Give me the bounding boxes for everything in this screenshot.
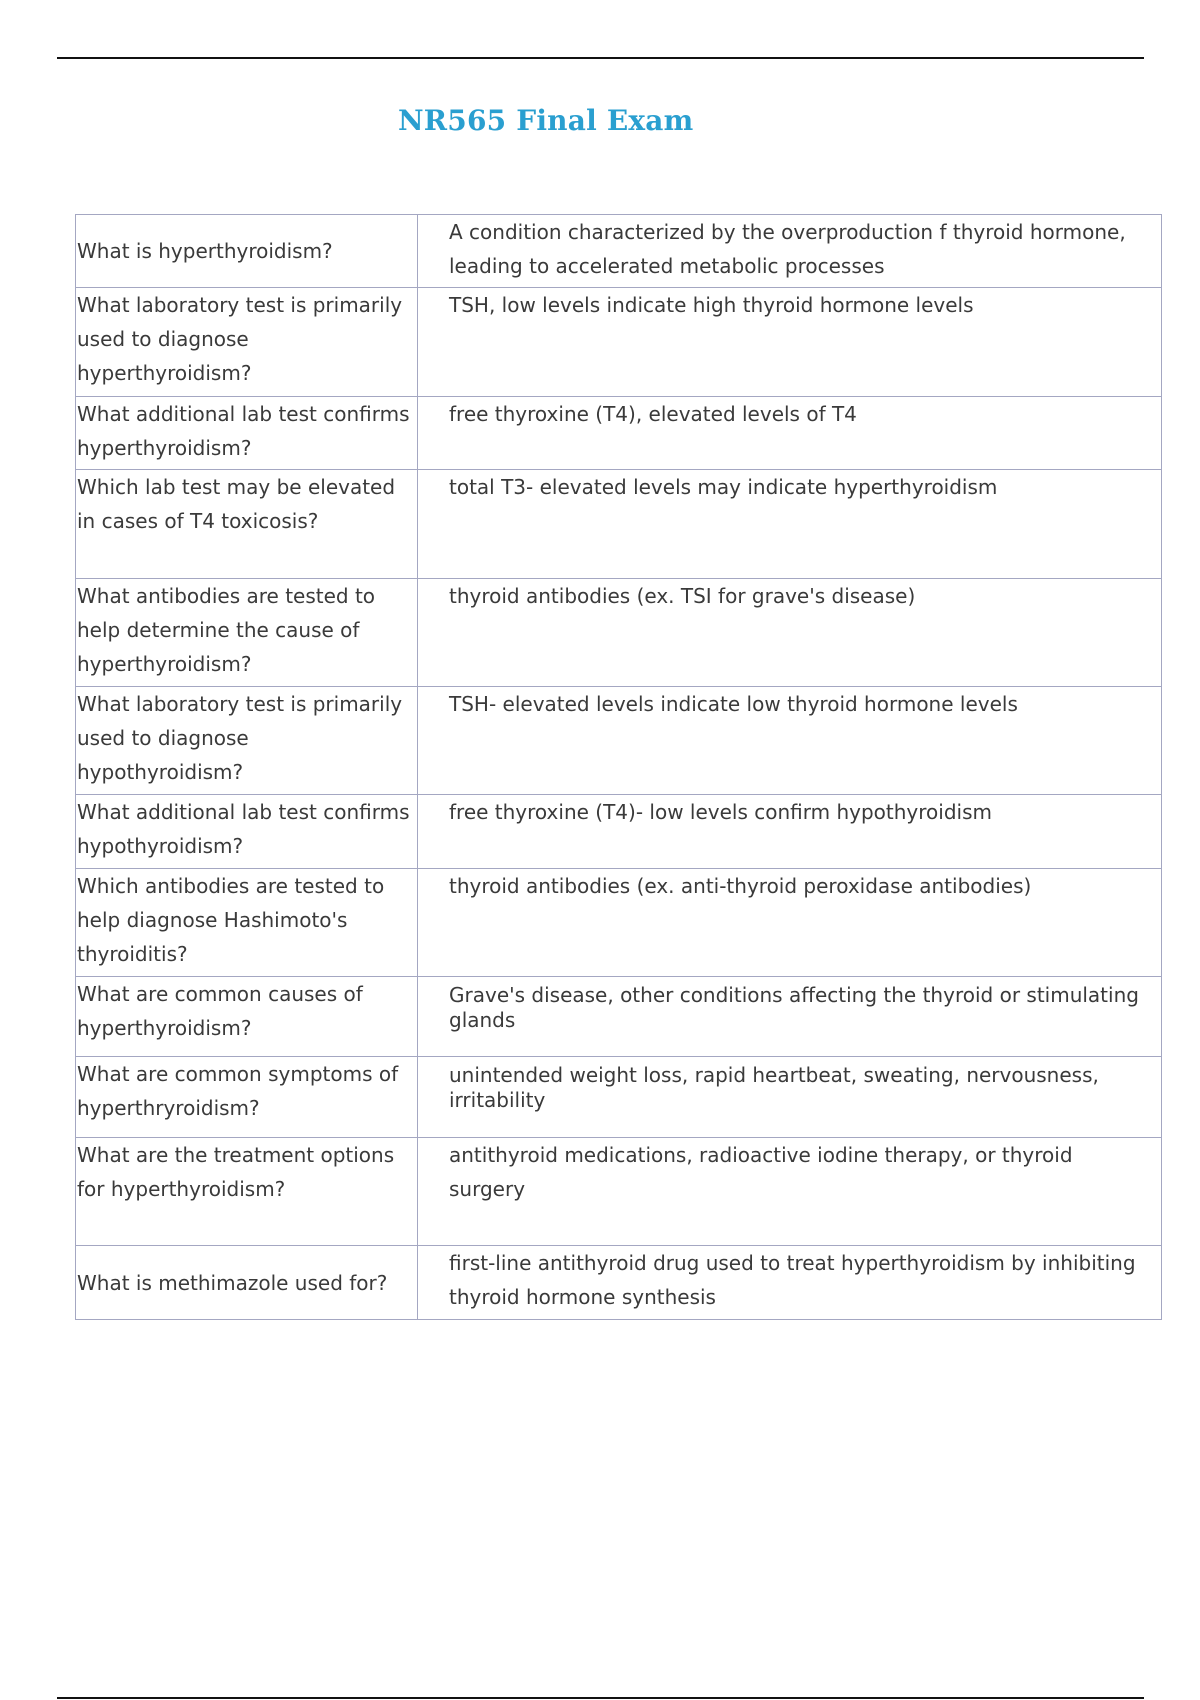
table-row — [76, 687, 1162, 795]
question-cell: What laboratory test is primarily used to diagnose hyperthyroidism? — [76, 288, 418, 397]
question-cell: What is methimazole used for? — [76, 1246, 418, 1320]
table-row — [76, 397, 1162, 470]
answer-cell: A condition characterized by the overproduction f thyroid hormone, leading to accelerated metabolic processes — [418, 215, 1162, 288]
table-row — [76, 470, 1162, 579]
table-row — [76, 869, 1162, 977]
table-row — [76, 288, 1162, 397]
question-cell: Which antibodies are tested to help diagnose Hashimoto's thyroiditis? — [76, 869, 418, 977]
answer-cell: total T3- elevated levels may indicate hyperthyroidism — [418, 470, 1162, 579]
page-title: NR565 Final Exam — [398, 104, 694, 137]
table-row — [76, 1246, 1162, 1320]
answer-cell: Grave's disease, other conditions affecting the thyroid or stimulating glands — [418, 977, 1162, 1057]
question-cell: What antibodies are tested to help determine the cause of hyperthyroidism? — [76, 579, 418, 687]
question-cell: What is hyperthyroidism? — [76, 215, 418, 288]
question-cell: What additional lab test confirms hypothyroidism? — [76, 795, 418, 869]
header-rule — [57, 57, 1144, 59]
answer-cell: antithyroid medications, radioactive iodine therapy, or thyroid surgery — [418, 1138, 1162, 1246]
question-cell: What are common causes of hyperthyroidism? — [76, 977, 418, 1057]
table-row — [76, 1138, 1162, 1246]
question-cell: Which lab test may be elevated in cases of T4 toxicosis? — [76, 470, 418, 579]
table-row — [76, 1057, 1162, 1138]
table-row — [76, 215, 1162, 288]
question-cell: What are the treatment options for hyperthyroidism? — [76, 1138, 418, 1246]
answer-cell: thyroid antibodies (ex. anti-thyroid peroxidase antibodies) — [418, 869, 1162, 977]
answer-cell: first-line antithyroid drug used to treat hyperthyroidism by inhibiting thyroid hormone synthesis — [418, 1246, 1162, 1320]
answer-cell: TSH- elevated levels indicate low thyroid hormone levels — [418, 687, 1162, 795]
question-cell: What are common symptoms of hyperthryroidism? — [76, 1057, 418, 1138]
table-row — [76, 795, 1162, 869]
table-row — [76, 977, 1162, 1057]
table-row — [76, 579, 1162, 687]
footer-rule — [57, 1697, 1144, 1699]
answer-cell: unintended weight loss, rapid heartbeat, sweating, nervousness, irritability — [418, 1057, 1162, 1138]
answer-cell: thyroid antibodies (ex. TSI for grave's disease) — [418, 579, 1162, 687]
answer-cell: TSH, low levels indicate high thyroid hormone levels — [418, 288, 1162, 397]
question-cell: What laboratory test is primarily used to diagnose hypothyroidism? — [76, 687, 418, 795]
answer-cell: free thyroxine (T4)- low levels confirm hypothyroidism — [418, 795, 1162, 869]
answer-cell: free thyroxine (T4), elevated levels of T4 — [418, 397, 1162, 470]
qa-table — [75, 214, 1162, 1320]
question-cell: What additional lab test confirms hyperthyroidism? — [76, 397, 418, 470]
